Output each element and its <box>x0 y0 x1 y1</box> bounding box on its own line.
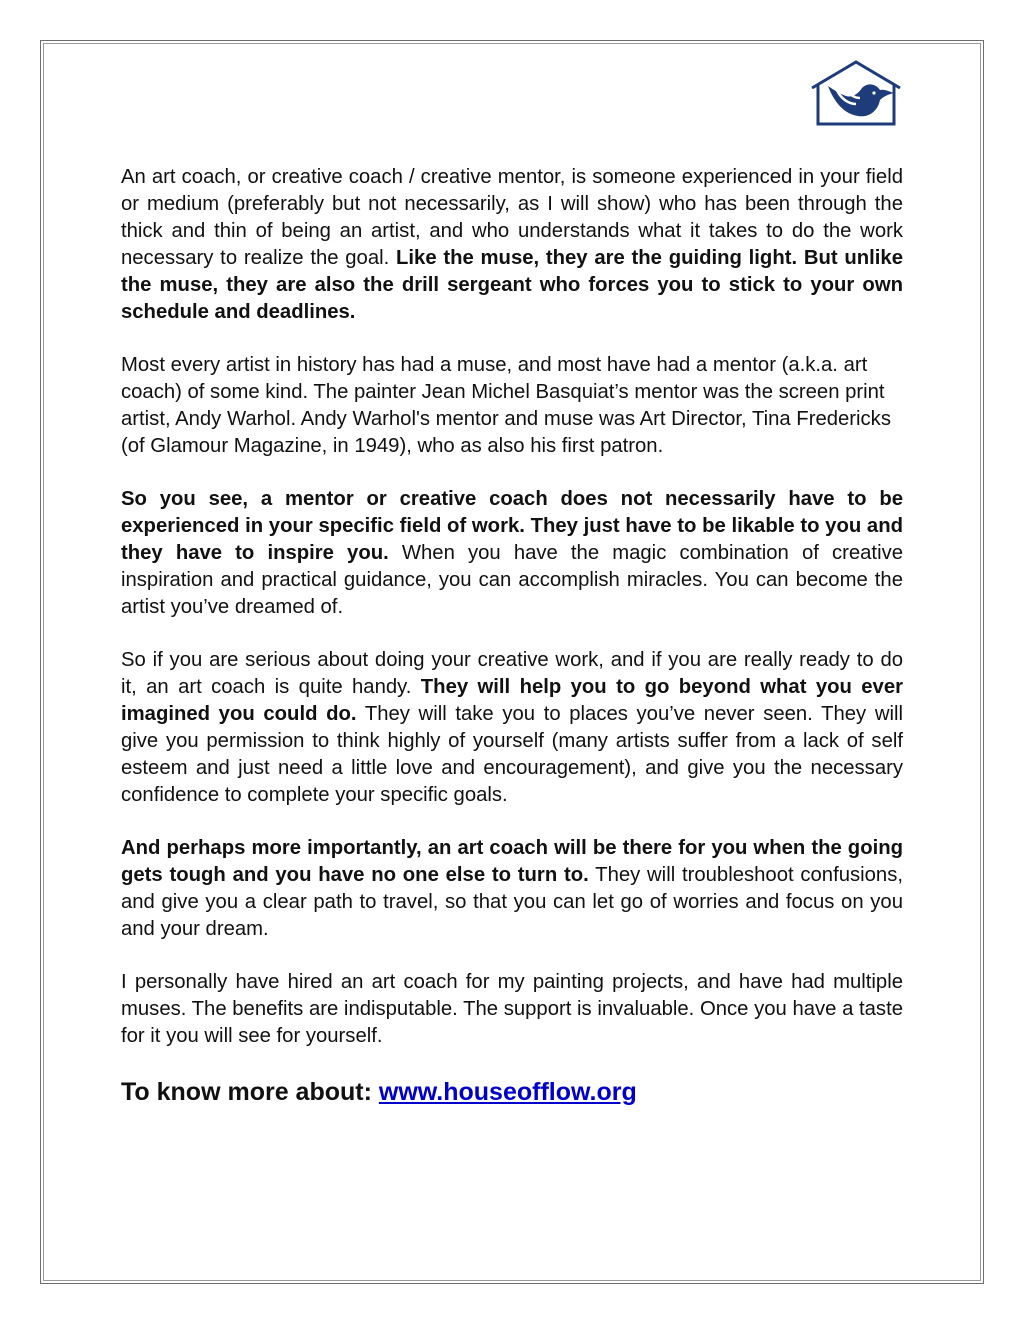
paragraph-6 <box>121 969 903 1050</box>
paragraph-text: An art coach, or creative coach / creative mentor, is someone experienced in your field or medium (preferably but not necessarily, as I will show) who has been through the thick and thin of being an artist, and who understands what it takes to do the work necessary to realize the goal. <box>121 166 903 269</box>
paragraph-1 <box>121 164 903 326</box>
learn-more-label: To know more about: <box>121 1078 379 1106</box>
learn-more-line <box>121 1076 903 1108</box>
paragraph-bold-text: So you see, a mentor or creative coach does not necessarily have to be experienced in your specific field of work. They just have to be likable to you and they have to inspire you. <box>121 488 903 564</box>
paragraph-bold-text: Like the muse, they are the guiding light. But unlike the muse, they are also the drill sergeant who forces you to stick to your own schedule and deadlines. <box>121 247 903 323</box>
article-body <box>121 164 903 1108</box>
paragraph-text: I personally have hired an art coach for my painting projects, and have had multiple muses. The benefits are indisputable. The support is invaluable. Once you have a taste for it you will see for yourself. <box>121 971 903 1047</box>
paragraph-text: So if you are serious about doing your creative work, and if you are really ready to do it, an art coach is quite handy. <box>121 649 903 698</box>
paragraph-2 <box>121 352 903 460</box>
paragraph-text: They will take you to places you’ve never seen. They will give you permission to think highly of yourself (many artists suffer from a lack of self esteem and just need a little love and encouragement), and give you the necessary confidence to complete your specific goals. <box>121 703 903 806</box>
paragraph-bold-text: They will help you to go beyond what you ever imagined you could do. <box>121 676 903 725</box>
paragraph-text: They will troubleshoot confusions, and give you a clear path to travel, so that you can let go of worries and focus on you and your dream. <box>121 864 903 940</box>
paragraph-3 <box>121 486 903 621</box>
house-bird-logo-icon <box>808 58 904 128</box>
paragraph-text: When you have the magic combination of creative inspiration and practical guidance, you can accomplish miracles. You can become the artist you’ve dreamed of. <box>121 542 903 618</box>
paragraph-text: Most every artist in history has had a muse, and most have had a mentor (a.k.a. art coach) of some kind. The painter Jean Michel Basquiat’s mentor was the screen print artist, Andy Warhol. Andy Warhol's mentor and muse was Art Director, Tina Fredericks (of Glamour Magazine, in 1949), who as also his first patron. <box>121 354 891 457</box>
paragraph-bold-text: And perhaps more importantly, an art coach will be there for you when the going gets tough and you have no one else to turn to. <box>121 837 903 886</box>
website-link[interactable]: www.houseofflow.org <box>378 1078 637 1106</box>
paragraph-4 <box>121 647 903 809</box>
paragraph-5 <box>121 835 903 943</box>
